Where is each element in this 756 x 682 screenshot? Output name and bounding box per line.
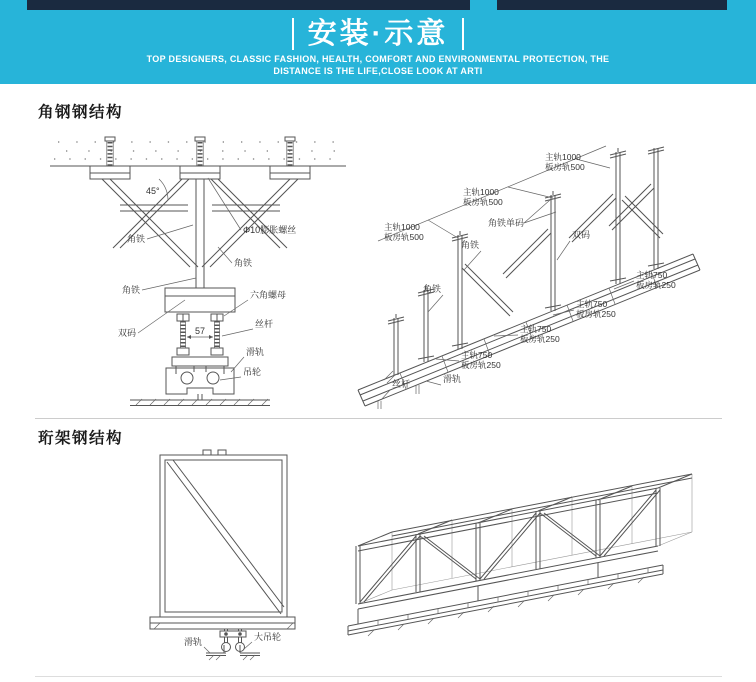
rail-sections [120,205,280,211]
banner-subtitle-line2: DISTANCE IS THE LIFE,CLOSE LOOK AT ARTI [273,65,483,76]
decor-patch [727,0,756,10]
heading-angle-steel: 角钢钢结构 [38,104,124,121]
title-right-bar [462,18,464,50]
bottom-divider [35,676,722,677]
previous-section-edge [0,0,756,10]
frame-base [150,617,295,629]
label-main-rail-1000: 主轨1000 [463,187,499,197]
label-panel-rail-500: 板房轨500 [545,162,585,172]
label-screw-rod: 丝杆 [392,379,411,389]
label-main-rail-750: 主轨750 [461,350,493,360]
label-screw-rod: 丝杆 [255,319,274,329]
label-expansion-bolt: Φ10膨胀螺丝 [243,225,297,235]
label-panel-rail-500: 板房轨500 [463,197,503,207]
label-main-rail-750: 主轨750 [576,299,608,309]
label-panel-rail-250: 板房轨250 [461,360,501,370]
label-main-rail-1000: 主轨1000 [545,152,581,162]
label-panel-rail-250: 板房轨250 [636,280,676,290]
hanger-trolley-detail [206,629,260,660]
truss-front-frame [356,488,660,609]
label-big-hang-wheel: 大吊轮 [254,632,282,642]
label-panel-rail-500: 板房轨500 [384,232,424,242]
label-main-rail-1000: 主轨1000 [384,222,420,232]
label-double-code: 双码 [572,230,591,240]
anchor-assemblies [90,137,310,179]
truss-top-face [358,474,692,546]
diagonal-braces [102,179,298,267]
label-panel-rail-250: 板房轨250 [576,309,616,319]
title-left-bar [292,18,294,50]
label-angle-iron: 角铁 [422,284,441,294]
truss-3d-drawing [338,446,730,661]
label-angle-iron: 角铁 [121,285,140,295]
label-dim-57: 57 [195,326,206,336]
panel-frame [160,450,287,617]
label-panel-rail-250: 板房轨250 [520,334,560,344]
banner-subtitle-line1: TOP DESIGNERS, CLASSIC FASHION, HEALTH, COMFORT AND ENVIRONMENTAL PROTECTION, THE [146,54,610,64]
label-hang-wheel: 吊轮 [243,367,262,377]
section-banner [0,10,756,84]
truss-back-frame [358,474,692,604]
label-45deg: 45° [146,186,160,196]
label-angle-iron: 角铁 [234,258,253,268]
label-slide-rail: 滑轨 [246,347,265,357]
bottom-rail [348,563,663,636]
decor-patch [0,0,27,10]
heading-truss-steel: 珩架钢结构 [38,430,124,447]
angle-steel-axonometric-drawing [348,138,748,412]
banner-title: 安装·示意 [307,18,449,50]
label-hex-nut: 六角螺母 [250,290,287,300]
truss-frame-drawing [146,446,316,674]
label-slide-rail: 滑轨 [443,374,462,384]
label-angle-iron-single-code: 角铁单码 [488,218,525,228]
label-main-rail-750: 主轨750 [520,324,552,334]
section-divider [35,418,722,419]
label-double-code: 双码 [117,328,136,338]
label-slide-rail: 滑轨 [183,637,202,647]
label-angle-iron: 角铁 [460,240,479,250]
vertical-member [196,179,204,288]
angle-steel-cross-section-drawing [50,130,350,410]
cross-section-labels [118,178,296,380]
label-angle-iron: 角铁 [126,234,145,244]
decor-patch [470,0,497,10]
label-main-rail-750: 主轨750 [636,270,668,280]
